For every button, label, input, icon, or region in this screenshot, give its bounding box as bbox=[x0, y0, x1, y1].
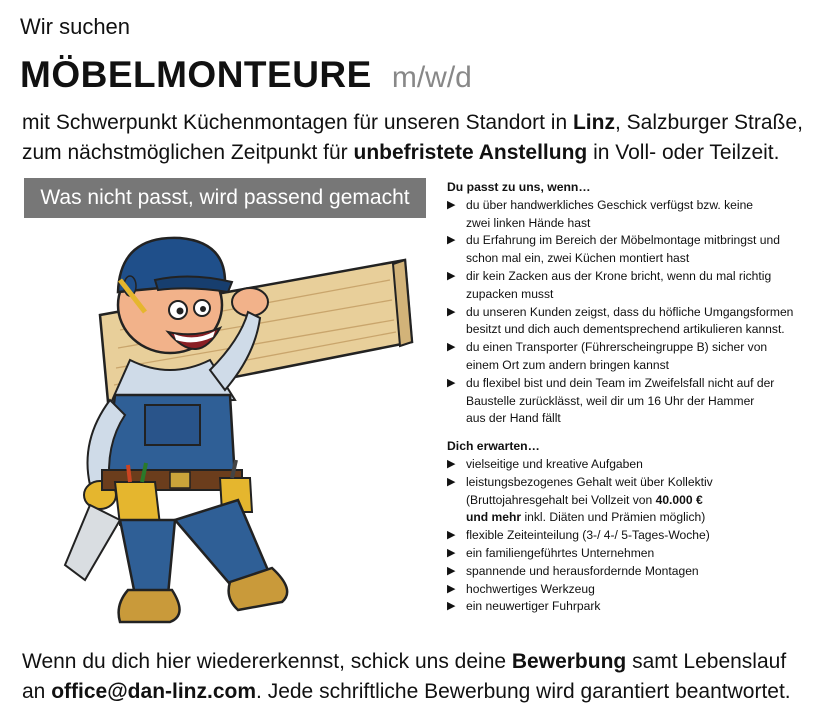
application-bold: Bewerbung bbox=[511, 650, 627, 673]
benefits-heading: Dich erwarten… bbox=[447, 439, 540, 454]
list-item-line: besitzt und dich auch dementsprechend artikulieren kannst. bbox=[466, 322, 785, 337]
list-item-text: ein neuwertiger Fuhrpark bbox=[466, 599, 601, 614]
triangle-bullet-icon: ▶ bbox=[447, 475, 456, 488]
triangle-bullet-icon: ▶ bbox=[447, 234, 456, 247]
list-item-line: aus der Hand fällt bbox=[466, 411, 561, 426]
triangle-bullet-icon: ▶ bbox=[447, 305, 456, 318]
details-column bbox=[447, 179, 812, 616]
gender-suffix: m/w/d bbox=[391, 61, 472, 94]
location-bold: Linz bbox=[572, 111, 615, 134]
list-item-line: zwei linken Hände hast bbox=[466, 215, 591, 230]
list-item bbox=[447, 339, 812, 375]
triangle-bullet-icon: ▶ bbox=[447, 600, 456, 613]
list-item bbox=[447, 232, 812, 268]
intro-text-part: , Salzburger Straße, bbox=[614, 111, 803, 134]
requirements-list bbox=[447, 197, 812, 428]
list-item-text: leistungsbezogenes Gehalt weit über Kollektiv bbox=[466, 474, 713, 489]
list-item-line: Baustelle zurücklässt, weil dir um 16 Uhr der Hammer bbox=[466, 393, 755, 408]
list-item-line: du Erfahrung im Bereich der Möbelmontage mitbringst und bbox=[466, 233, 780, 248]
list-item-text: spannende und herausfordernde Montagen bbox=[466, 563, 699, 578]
triangle-bullet-icon: ▶ bbox=[447, 198, 456, 211]
triangle-bullet-icon: ▶ bbox=[447, 269, 456, 282]
list-item bbox=[447, 375, 812, 428]
list-item-text: vielseitige und kreative Aufgaben bbox=[466, 456, 643, 471]
list-item-line: du über handwerkliches Geschick verfügst bzw. keine bbox=[466, 197, 754, 212]
job-title: MÖBELMONTEURE bbox=[20, 54, 372, 95]
triangle-bullet-icon: ▶ bbox=[447, 582, 456, 595]
triangle-bullet-icon: ▶ bbox=[447, 376, 456, 389]
list-item-text: hochwertiges Werkzeug bbox=[466, 581, 595, 596]
salary-note-text: inkl. Diäten und Prämien möglich) bbox=[521, 510, 706, 525]
footer-text: Wenn du dich hier wiedererkennst, schick uns deine bbox=[22, 650, 512, 673]
triangle-bullet-icon: ▶ bbox=[447, 529, 456, 542]
footer-line-2 bbox=[22, 677, 812, 707]
triangle-bullet-icon: ▶ bbox=[447, 546, 456, 559]
title-row bbox=[20, 54, 472, 96]
intro-text bbox=[22, 108, 812, 168]
list-item bbox=[447, 563, 812, 581]
employment-type-bold: unbefristete Anstellung bbox=[353, 141, 588, 164]
worker-carrying-plank-illustration bbox=[60, 220, 420, 630]
intro-text-part: mit Schwerpunkt Küchenmontagen für unseren Standort in bbox=[22, 111, 573, 134]
triangle-bullet-icon: ▶ bbox=[447, 341, 456, 354]
salary-note bbox=[466, 492, 812, 510]
intro-text-part: zum nächstmöglichen Zeitpunkt für bbox=[22, 141, 354, 164]
list-item-line: einem Ort zum andern bringen kannst bbox=[466, 357, 670, 372]
intro-text-part: in Voll- oder Teilzeit. bbox=[587, 141, 780, 164]
list-item bbox=[447, 197, 812, 233]
salary-amount: 40.000 € bbox=[655, 492, 703, 507]
list-item bbox=[447, 268, 812, 304]
list-item bbox=[447, 581, 812, 599]
intro-line-2 bbox=[22, 138, 812, 168]
footer-text: samt Lebenslauf bbox=[626, 650, 787, 673]
salary-note-text: (Bruttojahresgehalt bei Vollzeit von bbox=[466, 492, 656, 507]
footer-line-1 bbox=[22, 647, 812, 677]
slogan-banner: Was nicht passt, wird passend gemacht bbox=[24, 178, 426, 218]
list-item bbox=[447, 598, 812, 616]
footer-text: an bbox=[22, 680, 52, 703]
list-item bbox=[447, 304, 812, 340]
list-item-line: zupacken musst bbox=[466, 286, 554, 301]
footer-text: . Jede schriftliche Bewerbung wird garantiert beantwortet. bbox=[256, 680, 791, 703]
list-item-line: du einen Transporter (Führerscheingruppe B) sicher von bbox=[466, 340, 768, 355]
benefits-list bbox=[447, 456, 812, 616]
list-item-line: du unseren Kunden zeigst, dass du höfliche Umgangsformen bbox=[466, 304, 794, 319]
list-item-line: schon mal ein, zwei Küchen montiert hast bbox=[466, 251, 690, 266]
list-item bbox=[447, 474, 812, 527]
triangle-bullet-icon: ▶ bbox=[447, 564, 456, 577]
list-item bbox=[447, 456, 812, 474]
list-item-text: flexible Zeiteinteilung (3-/ 4-/ 5-Tages-Woche) bbox=[466, 528, 710, 543]
intro-line-1 bbox=[22, 108, 812, 138]
list-item-text: ein familiengeführtes Unternehmen bbox=[466, 545, 655, 560]
application-call-to-action bbox=[22, 647, 812, 707]
requirements-heading: Du passt zu uns, wenn… bbox=[447, 180, 591, 194]
salary-note-line-2 bbox=[466, 509, 812, 527]
triangle-bullet-icon: ▶ bbox=[447, 457, 456, 470]
salary-and-more: und mehr bbox=[466, 510, 522, 525]
list-item-line: du flexibel bist und dein Team im Zweifelsfall nicht auf der bbox=[466, 375, 775, 390]
job-kicker: Wir suchen bbox=[20, 14, 131, 39]
list-item bbox=[447, 545, 812, 563]
list-item-line: dir kein Zacken aus der Krone bricht, wenn du mal richtig bbox=[466, 268, 772, 283]
list-item bbox=[447, 527, 812, 545]
email-address[interactable]: office@dan-linz.com bbox=[51, 680, 257, 703]
